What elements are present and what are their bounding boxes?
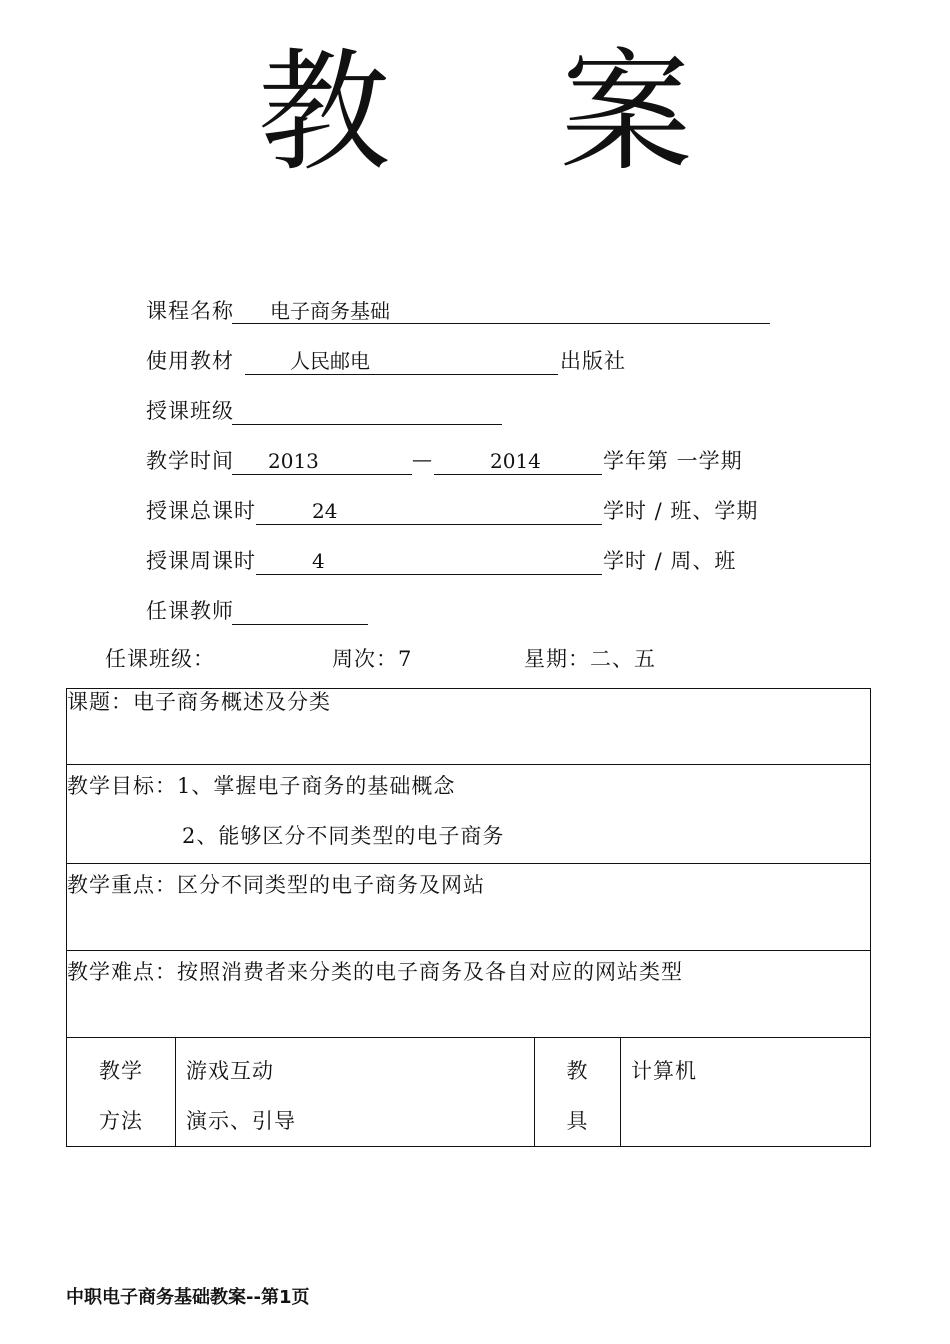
textbook-label: 使用教材 xyxy=(146,349,234,373)
course-name-label: 课程名称 xyxy=(146,299,234,323)
info-week: 周次：7 xyxy=(332,647,413,671)
goals-line-1: 教学目标：1、掌握电子商务的基础概念 xyxy=(67,774,456,798)
info-day: 星期：二、五 xyxy=(524,647,656,671)
topic-row xyxy=(67,689,871,765)
year-start-line xyxy=(232,450,412,475)
topic-text: 课题：电子商务概述及分类 xyxy=(67,690,331,714)
info-class-label: 任课班级： xyxy=(105,647,215,671)
topic-cell xyxy=(67,689,871,765)
tools-label-cell xyxy=(535,1038,621,1147)
goals-cell xyxy=(67,765,871,864)
term-text: 学年第 一学期 xyxy=(603,449,743,473)
lesson-plan-table xyxy=(66,688,871,1147)
tools-value: 计算机 xyxy=(631,1059,697,1083)
focus-row xyxy=(67,864,871,951)
total-hours-label: 授课总课时 xyxy=(146,499,256,523)
method-label-1: 教学 xyxy=(99,1059,143,1083)
focus-text: 教学重点：区分不同类型的电子商务及网站 xyxy=(67,873,485,897)
weekly-hours-unit: 学时 / 周、班 xyxy=(603,549,737,573)
goals-row xyxy=(67,765,871,864)
teaching-time-label: 教学时间 xyxy=(146,449,234,473)
method-list-cell xyxy=(176,1038,535,1147)
textbook-value: 人民邮电 xyxy=(290,349,370,373)
method-item-2: 演示、引导 xyxy=(186,1109,296,1133)
focus-cell xyxy=(67,864,871,951)
method-label-2: 方法 xyxy=(99,1109,143,1133)
total-hours-value: 24 xyxy=(312,499,338,523)
difficulty-text: 教学难点：按照消费者来分类的电子商务及各自对应的网站类型 xyxy=(67,960,683,984)
class-line xyxy=(232,400,502,425)
teacher-label: 任课教师 xyxy=(146,599,234,623)
publisher-suffix: 出版社 xyxy=(560,349,626,373)
total-hours-unit: 学时 / 班、学期 xyxy=(603,499,759,523)
year-dash: — xyxy=(412,447,432,471)
class-label: 授课班级 xyxy=(146,399,234,423)
year-end: 2014 xyxy=(490,449,541,473)
page-footer: 中职电子商务基础教案--第1页 xyxy=(66,1287,310,1308)
tools-label-1: 教 xyxy=(566,1059,589,1083)
course-name-value: 电子商务基础 xyxy=(270,299,390,323)
year-start: 2013 xyxy=(268,449,319,473)
weekly-hours-label: 授课周课时 xyxy=(146,549,256,573)
tools-label-2: 具 xyxy=(566,1109,589,1133)
page-title: 教 案 xyxy=(258,36,756,190)
total-hours-line xyxy=(256,500,602,525)
weekly-hours-line xyxy=(256,550,602,575)
goals-line-2: 2、能够区分不同类型的电子商务 xyxy=(182,824,505,848)
method-item-1: 游戏互动 xyxy=(186,1059,274,1083)
tools-value-cell xyxy=(621,1038,871,1147)
difficulty-row xyxy=(67,951,871,1038)
weekly-hours-value: 4 xyxy=(312,549,325,573)
method-row xyxy=(67,1038,871,1147)
method-label-cell xyxy=(67,1038,176,1147)
teacher-line xyxy=(232,600,368,625)
difficulty-cell xyxy=(67,951,871,1038)
